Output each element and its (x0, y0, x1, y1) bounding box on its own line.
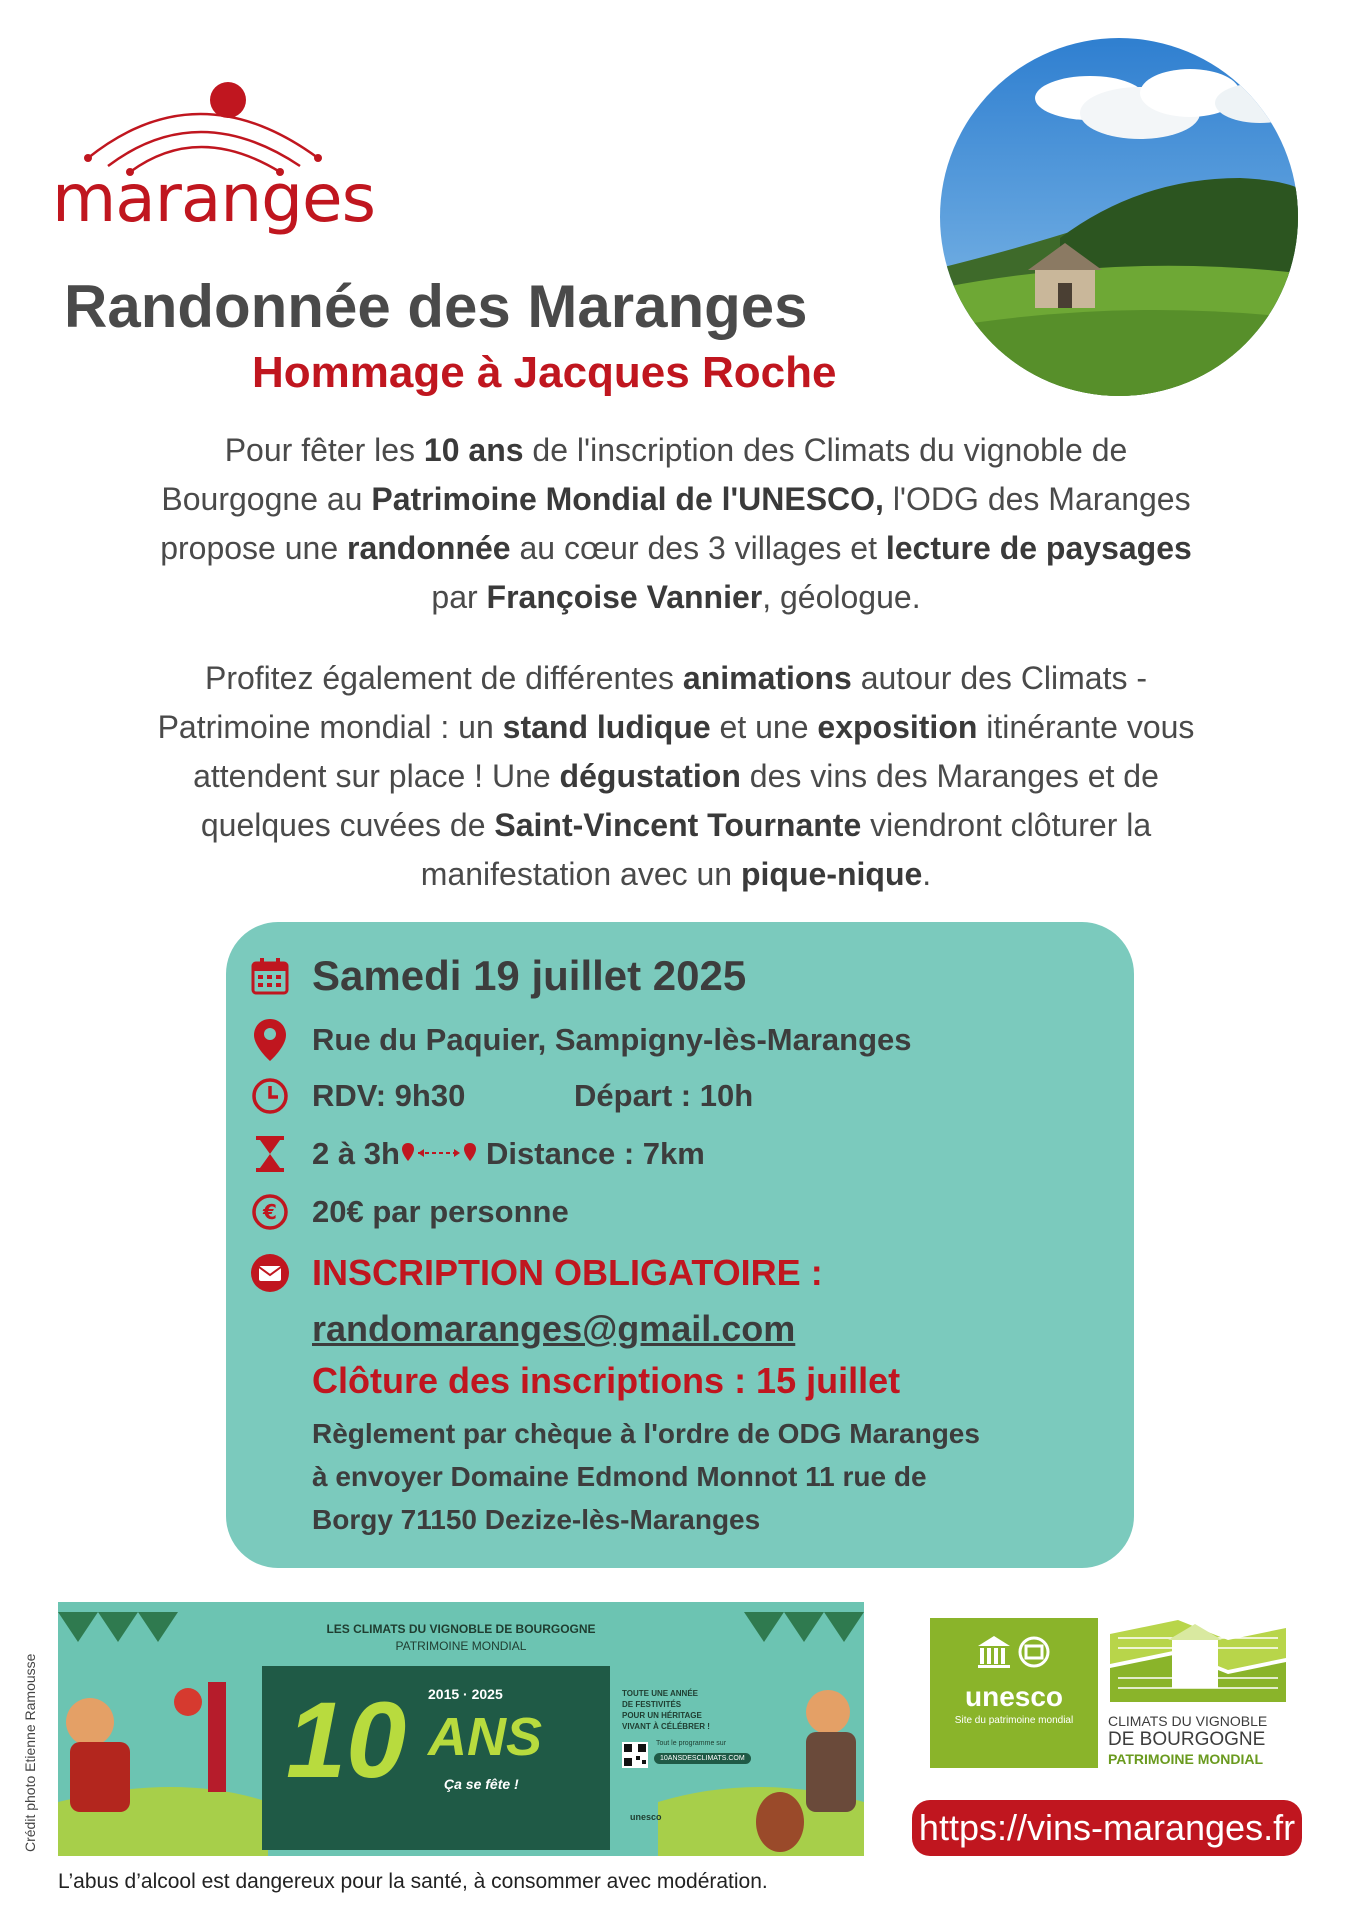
departure-time: Départ : 10h (574, 1078, 754, 1113)
event-date: Samedi 19 juillet 2025 (312, 952, 747, 999)
unesco-caption: Site du patrimoine mondial (954, 1715, 1074, 1726)
banner-10ans-panel (262, 1666, 610, 1850)
svg-text:€: € (263, 1200, 277, 1224)
event-distance: Distance : 7km (486, 1136, 705, 1171)
time-row (250, 1076, 753, 1116)
address-row (250, 1020, 912, 1060)
maranges-logo (48, 80, 376, 237)
photo-credit: Crédit photo Etienne Ramousse (22, 1653, 38, 1852)
banner-heading: LES CLIMATS DU VIGNOBLE DE BOURGOGNE (326, 1622, 596, 1636)
climats-10-ans-banner (58, 1602, 864, 1856)
rdv-time: RDV: 9h30 (312, 1078, 466, 1113)
unesco-name: unesco (964, 1681, 1064, 1712)
calendar-icon (250, 956, 290, 996)
qr-code-icon (622, 1742, 648, 1768)
vineyard-photo (940, 38, 1298, 396)
climats-line1: CLIMATS DU VIGNOBLE (1108, 1713, 1268, 1729)
event-address: Rue du Paquier, Sampigny-lès-Maranges (312, 1022, 912, 1057)
climats-line3: PATRIMOINE MONDIAL (1108, 1751, 1264, 1767)
banner-tagline: Ça se fête ! (444, 1776, 519, 1792)
banner-big-word: ANS (428, 1707, 543, 1767)
price-row (250, 1192, 569, 1232)
logo-text: maranges (52, 160, 376, 237)
location-pin-icon (250, 1020, 290, 1060)
banner-side-text: TOUTE UNE ANNÉE DE FESTIVITÉS POUR UN HÉRITAGE VIVANT À CÉLÉBRER ! (622, 1689, 710, 1731)
registration-label: INSCRIPTION OBLIGATOIRE : (312, 1252, 823, 1293)
event-duration: 2 à 3h (312, 1136, 400, 1171)
payment-instructions: Règlement par chèque à l'ordre de ODG Maranges à envoyer Domaine Edmond Monnot 11 rue de Borgy 71150 Dezize-lès-Maranges (312, 1418, 980, 1535)
alcohol-disclaimer: L’abus d’alcool est dangereux pour la santé, à consommer avec modération. (58, 1870, 768, 1893)
climats-vineyard-icon (1108, 1618, 1288, 1704)
event-price: 20€ par personne (312, 1194, 569, 1229)
mail-icon (250, 1253, 290, 1293)
unesco-temple-icon (974, 1632, 1054, 1672)
climats-line2: DE BOURGOGNE (1108, 1729, 1266, 1750)
banner-big-number: 10 (286, 1679, 407, 1800)
clock-icon (250, 1076, 290, 1116)
registration-closing: Clôture des inscriptions : 15 juillet (312, 1360, 901, 1401)
date-row (250, 952, 746, 1000)
website-link[interactable]: https://vins-maranges.fr (912, 1800, 1302, 1856)
banner-unesco-small: unesco (630, 1812, 662, 1822)
banner-years: 2015 · 2025 (428, 1686, 503, 1702)
banner-program-url[interactable]: 10ANSDESCLIMATS.COM (654, 1753, 751, 1764)
climats-logo (1108, 1618, 1288, 1768)
registration-row (250, 1252, 823, 1294)
event-info-box (226, 922, 1134, 1568)
hourglass-icon (250, 1134, 290, 1174)
page-subtitle: Hommage à Jacques Roche (252, 348, 837, 397)
animations-paragraph: Profitez également de différentes animations autour des Climats - Patrimoine mondial : un stand ludique et une exposition itinérante vous attendent sur place ! Une dégustation des vins des Maranges et de quelques cuvées de Saint-Vincent Tournante viendront clôturer la manifestation avec un pique-nique. (157, 660, 1195, 892)
distance-icon (400, 1139, 480, 1169)
registration-email-link[interactable]: randomaranges@gmail.com (312, 1308, 796, 1349)
unesco-logo (930, 1618, 1098, 1768)
banner-subheading: PATRIMOINE MONDIAL (395, 1639, 527, 1653)
duration-row (250, 1134, 705, 1174)
intro-paragraph: Pour fêter les 10 ans de l'inscription des Climats du vignoble de Bourgogne au Patrimoine Mondial de l'UNESCO, l'ODG des Maranges propose une randonnée au cœur des 3 villages et lecture de paysages par Françoise Vannier, géologue. (160, 432, 1192, 615)
page-title: Randonnée des Maranges (64, 273, 808, 340)
banner-program-text: Tout le programme sur (656, 1740, 727, 1747)
euro-icon (250, 1192, 290, 1232)
